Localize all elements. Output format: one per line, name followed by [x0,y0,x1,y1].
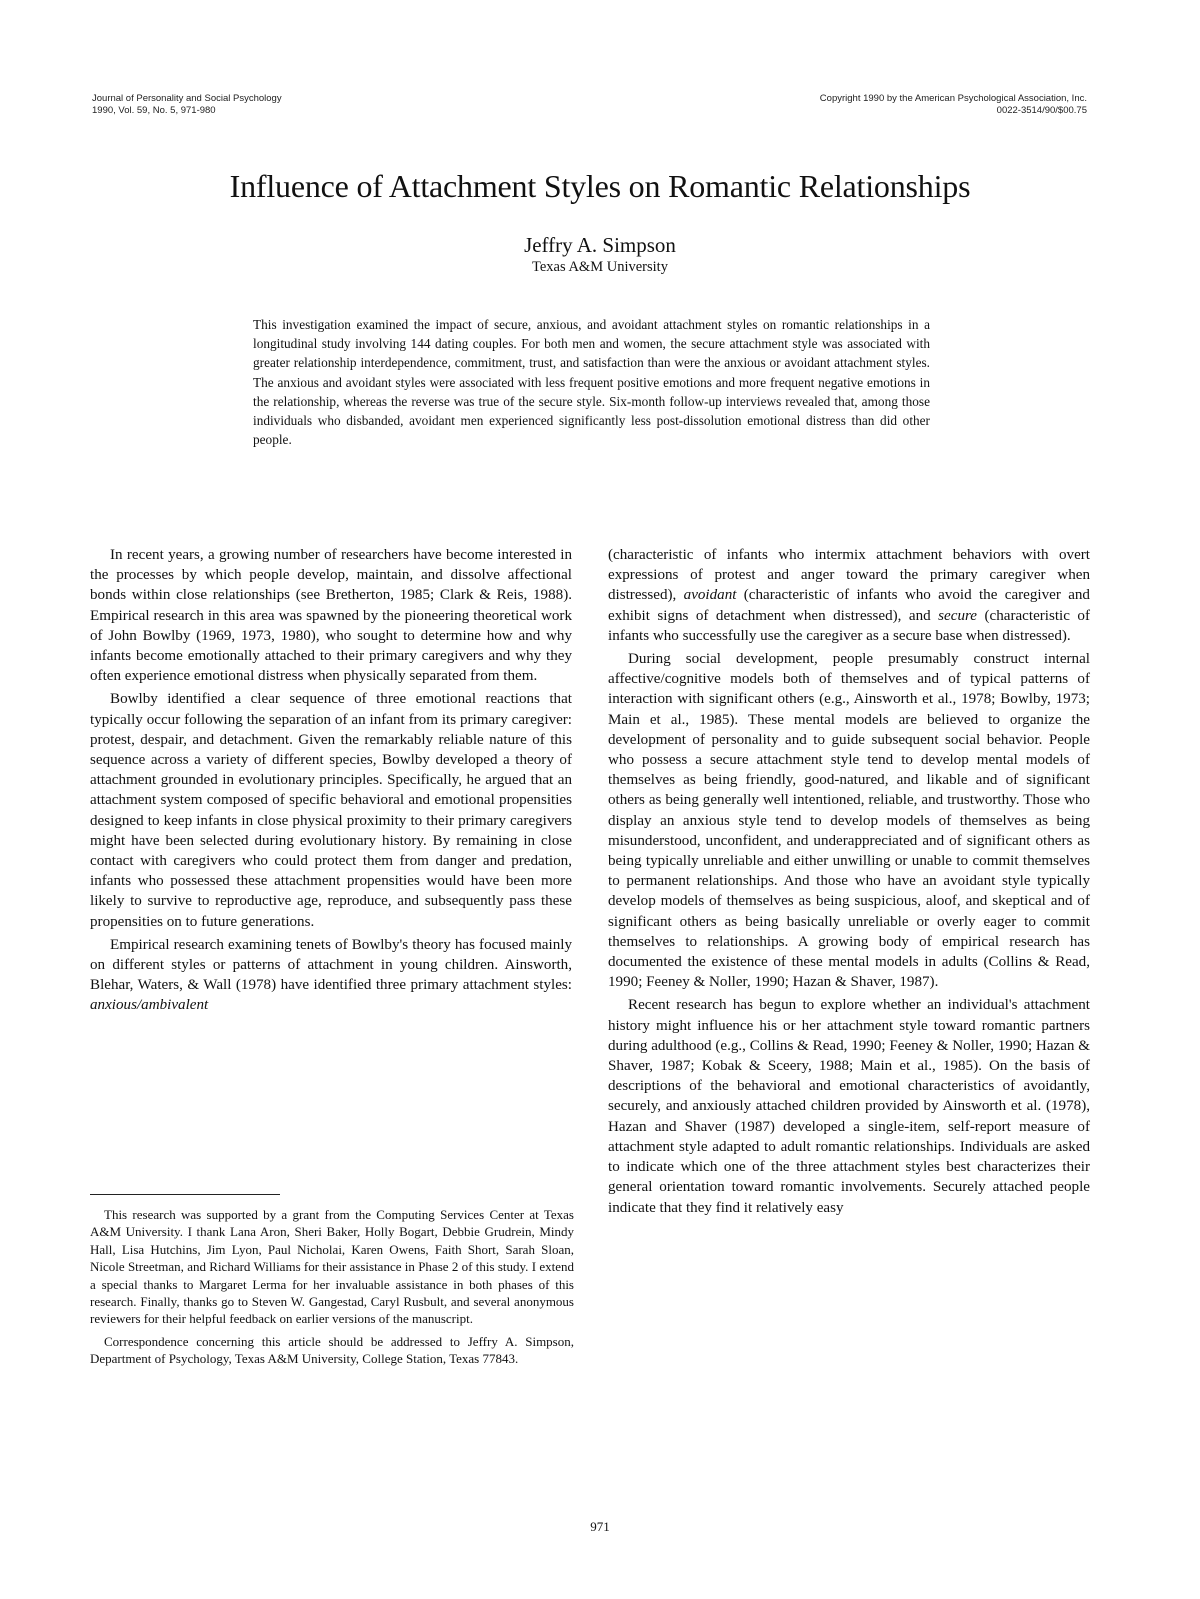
italic-term: secure [938,607,978,624]
body-column-left [90,545,572,1016]
copyright-line: Copyright 1990 by the American Psychological Association, Inc. [819,93,1087,104]
paragraph: Bowlby identified a clear sequence of three emotional reactions that typically occur following the separation of an infant from its primary caregiver: protest, despair, and detachment. Given the remarkably reliable nature of this sequence across a variety of different species, Bowlby developed a theory of attachment grounded in evolutionary principles. Specifically, he argued that an attachment system composed of specific behavioral and emotional propensities designed to keep infants in close physical proximity to their primary caregivers might have been selected during evolutionary history. By remaining in close contact with caregivers who could protect them from danger and predation, infants who possessed these attachment propensities would have been more likely to survive to reproductive age, reproduce, and subsequently pass these propensities on to future generations. [90,691,572,930]
issn-line: 0022-3514/90/$00.75 [996,105,1087,116]
abstract: This investigation examined the impact of secure, anxious, and avoidant attachment styles on romantic relationships in a longitudinal study involving 144 dating couples. For both men and women, the secure attachment style was associated with greater relationship interdependence, commitment, trust, and satisfaction than were the anxious or avoidant attachment styles. The anxious and avoidant styles were associated with less frequent positive emotions and more frequent negative emotions in the relationship, whereas the reverse was true of the secure style. Six-month follow-up interviews revealed that, among those individuals who disbanded, avoidant men experienced significantly less post-dissolution emotional distress than did other people. [253,317,930,448]
paragraph [608,545,1090,646]
paragraph: During social development, people presumably construct internal affective/cognitive models both of themselves and of typical patterns of interaction with significant others (e.g., Ainsworth et al., 1978; Bowlby, 1973; Main et al., 1985). These mental models are believed to organize the development of personality and to guide subsequent social behavior. People who possess a secure attachment style tend to develop mental models of themselves as being friendly, good-natured, and likable and of significant others as being generally well intentioned, reliable, and trustworthy. Those who display an anxious style tend to develop models of themselves as being misunderstood, unconfident, and underappreciated and of significant others as being typically unreliable and either unwilling or unable to commit themselves to permanent relationships. And those who have an avoidant style typically develop models of themselves as being suspicious, aloof, and skeptical and of significant others as being basically unreliable or overly eager to commit themselves to relationships. A growing body of empirical research has documented the existence of these mental models in adults (Collins & Read, 1990; Feeney & Noller, 1990; Hazan & Shaver, 1987). [608,651,1090,991]
footnote [90,1206,574,1368]
text-span: Empirical research examining tenets of Bowlby's theory has focused mainly on different styles or patterns of attachment in young children. Ainsworth, Blehar, Waters, & Wall (1978) have identified three primary attachment styles: [90,936,572,994]
body-column-right [608,545,1090,1218]
paragraph [90,935,572,1016]
page-number: 971 [590,1519,610,1534]
text-span: (characteristic of infants who successfully use the caregiver as a secure base when distressed). [608,607,1090,644]
author-affiliation: Texas A&M University [532,259,668,275]
text-span: (characteristic of infants who avoid the caregiver and exhibit signs of detachment when distressed), and [608,587,1090,624]
paragraph: In recent years, a growing number of researchers have become interested in the processes by which people develop, maintain, and dissolve affectional bonds within close relationships (see Bretherton, 1985; Clark & Reis, 1988). Empirical research in this area was spawned by the pioneering theoretical work of John Bowlby (1969, 1973, 1980), who sought to determine how and why infants become emotionally attached to their primary caregivers and why they often experience emotional distress when physically separated from them. [90,547,572,685]
journal-header [92,93,282,117]
journal-name: Journal of Personality and Social Psychology [92,93,282,104]
footnote-divider [90,1194,280,1195]
paragraph: Recent research has begun to explore whether an individual's attachment history might influence his or her attachment style toward romantic partners during adulthood (e.g., Collins & Read, 1990; Feeney & Noller, 1990; Hazan & Shaver, 1987; Kobak & Sceery, 1988; Main et al., 1985). On the basis of descriptions of the behavioral and emotional characteristics of avoidantly, securely, and anxiously attached children provided by Ainsworth et al. (1978), Hazan and Shaver (1987) developed a single-item, self-report measure of attachment style adapted to adult romantic relationships. Individuals are asked to indicate which one of the three attachment styles best characterizes their general orientation toward romantic involvements. Securely attached people indicate that they find it relatively easy [608,997,1090,1216]
footnote-acknowledgment: This research was supported by a grant from the Computing Services Center at Texas A&M University. I thank Lana Aron, Sheri Baker, Holly Bogart, Debbie Grudrein, Mindy Hall, Lisa Hutchins, Jim Lyon, Paul Nicholai, Karen Owens, Faith Short, Sarah Sloan, Nicole Streetman, and Richard Williams for their assistance in Phase 2 of this study. I extend a special thanks to Margaret Lerma for her invaluable assistance in both phases of this research. Finally, thanks go to Steven W. Gangestad, Caryl Rusbult, and several anonymous reviewers for their helpful feedback on earlier versions of the manuscript. [90,1207,574,1327]
article-title: Influence of Attachment Styles on Romantic Relationships [229,168,971,204]
italic-term: avoidant [683,587,737,604]
italic-term: anxious/ambivalent [90,997,209,1014]
journal-volume: 1990, Vol. 59, No. 5, 971-980 [92,105,216,116]
copyright-header [820,93,1087,117]
footnote-correspondence: Correspondence concerning this article should be addressed to Jeffry A. Simpson, Department of Psychology, Texas A&M University, College Station, Texas 77843. [90,1333,574,1367]
text-span: (characteristic of infants who intermix attachment behaviors with overt expressions of protest and anger toward the primary caregiver when distressed), [608,547,1090,604]
author-name: Jeffry A. Simpson [524,233,676,257]
